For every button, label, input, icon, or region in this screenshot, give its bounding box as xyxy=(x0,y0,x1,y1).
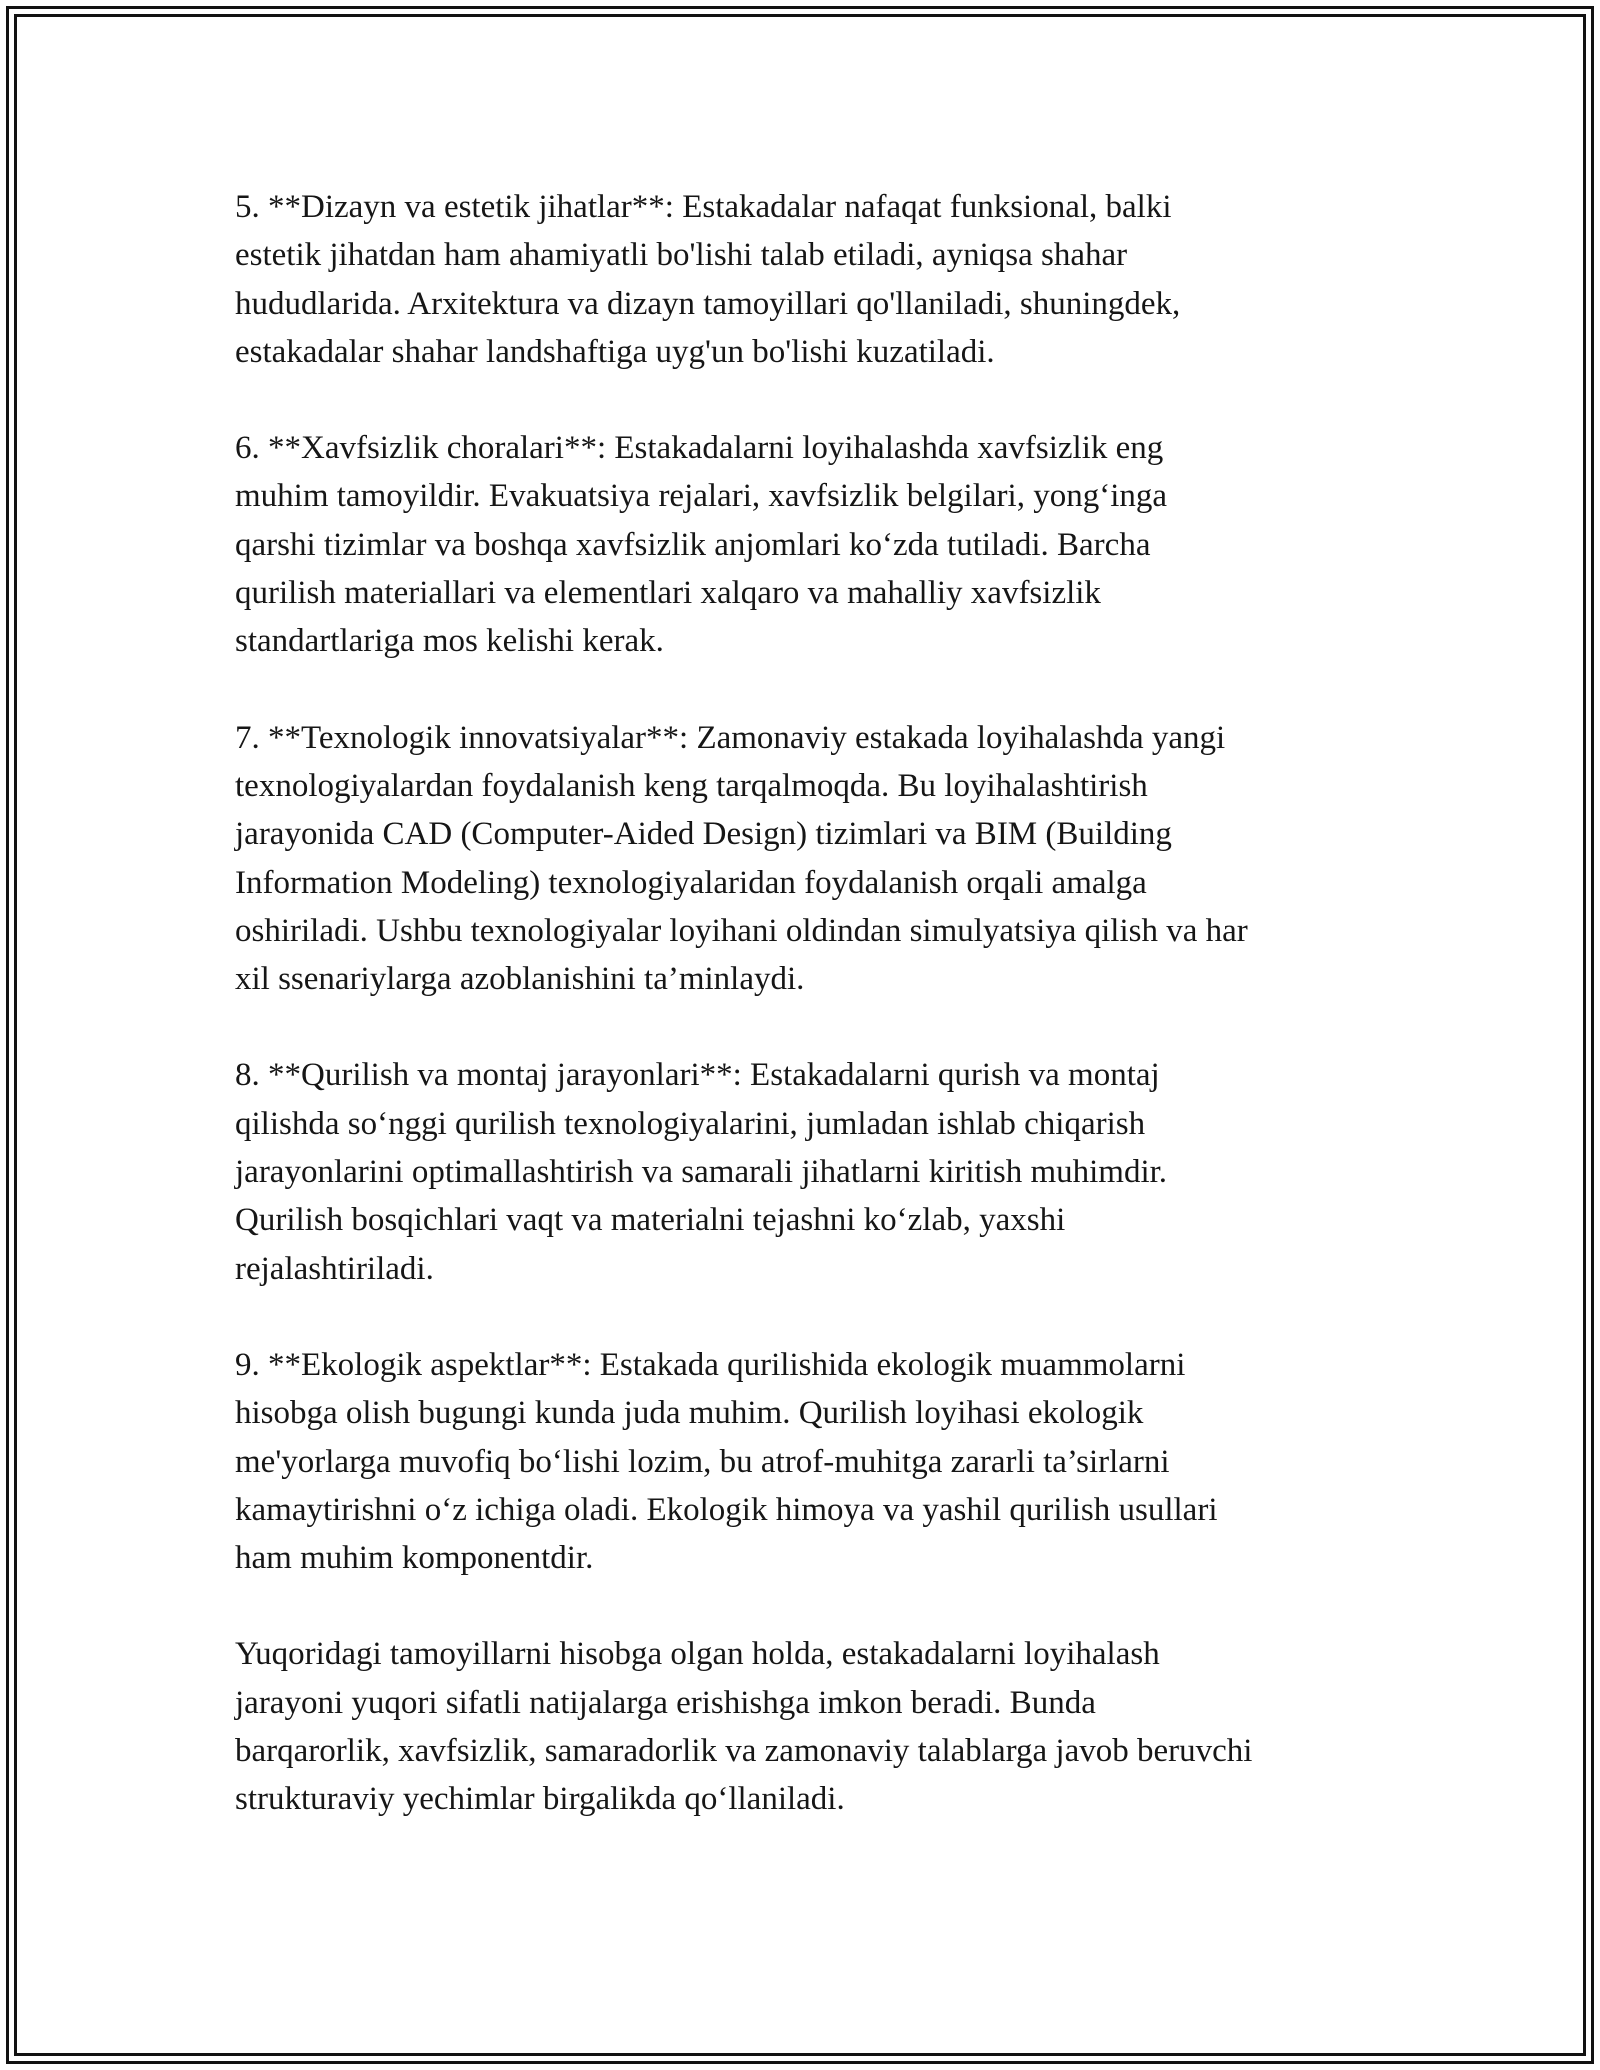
paragraph-technological-innovations: 7. **Texnologik innovatsiyalar**: Zamonaviy estakada loyihalashda yangi texnologiyalardan foydalanish keng tarqalmoqda. Bu loyihalashtirish jarayonida CAD (Computer-Aided Design) tizimlari va BIM (Building Information Modeling) texnologiyalaridan foydalanish orqali amalga oshiriladi. Ushbu texnologiyalar loyihani oldindan simulyatsiya qilish va har xil ssenariylarga azoblanishini ta’minlaydi. xyxy=(235,719,1248,998)
paragraph-safety-measures: 6. **Xavfsizlik choralari**: Estakadalarni loyihalashda xavfsizlik eng muhim tamoyildir. Evakuatsiya rejalari, xavfsizlik belgilari, yong‘inga qarshi tizimlar va boshqa xavfsizlik anjomlari ko‘zda tutiladi. Barcha qurilish materiallari va elementlari xalqaro va mahalliy xavfsizlik standartlariga mos kelishi kerak. xyxy=(235,430,1168,660)
paragraph-design-aesthetics: 5. **Dizayn va estetik jihatlar**: Estakadalar nafaqat funksional, balki estetik jihatdan ham ahamiyatli bo'lishi talab etiladi, ayniqsa shahar hududlarida. Arxitektura va dizayn tamoyillari qo'llaniladi, shuningdek, estakadalar shahar landshaftiga uyg'un bo'lishi kuzatiladi. xyxy=(235,189,1181,370)
paragraph-conclusion: Yuqoridagi tamoyillarni hisobga olgan holda, estakadalarni loyihalash jarayoni yuqori sifatli natijalarga erishishga imkon beradi. Bunda barqarorlik, xavfsizlik, samaradorlik va zamonaviy talablarga javob beruvchi strukturaviy yechimlar birgalikda qo‘llaniladi. xyxy=(235,1636,1253,1818)
paragraph-ecological-aspects: 9. **Ekologik aspektlar**: Estakada qurilishida ekologik muammolarni hisobga olish bugungi kunda juda muhim. Qurilish loyihasi ekologik me'yorlarga muvofiq bo‘lishi lozim, bu atrof-muhitga zararli ta’sirlarni kamaytirishni o‘z ichiga oladi. Ekologik himoya va yashil qurilish usullari ham muhim komponentdir. xyxy=(235,1346,1218,1577)
paragraph-construction-assembly: 8. **Qurilish va montaj jarayonlari**: Estakadalarni qurish va montaj qilishda so‘nggi qurilish texnologiyalarini, jumladan ishlab chiqarish jarayonlarini optimallashtirish va samarali jihatlarni kiritish muhimdir. Qurilish bosqichlari vaqt va materialni tejashni ko‘zlab, yaxshi rejalashtiriladi. xyxy=(235,1057,1168,1287)
document-body xyxy=(235,183,1375,1872)
